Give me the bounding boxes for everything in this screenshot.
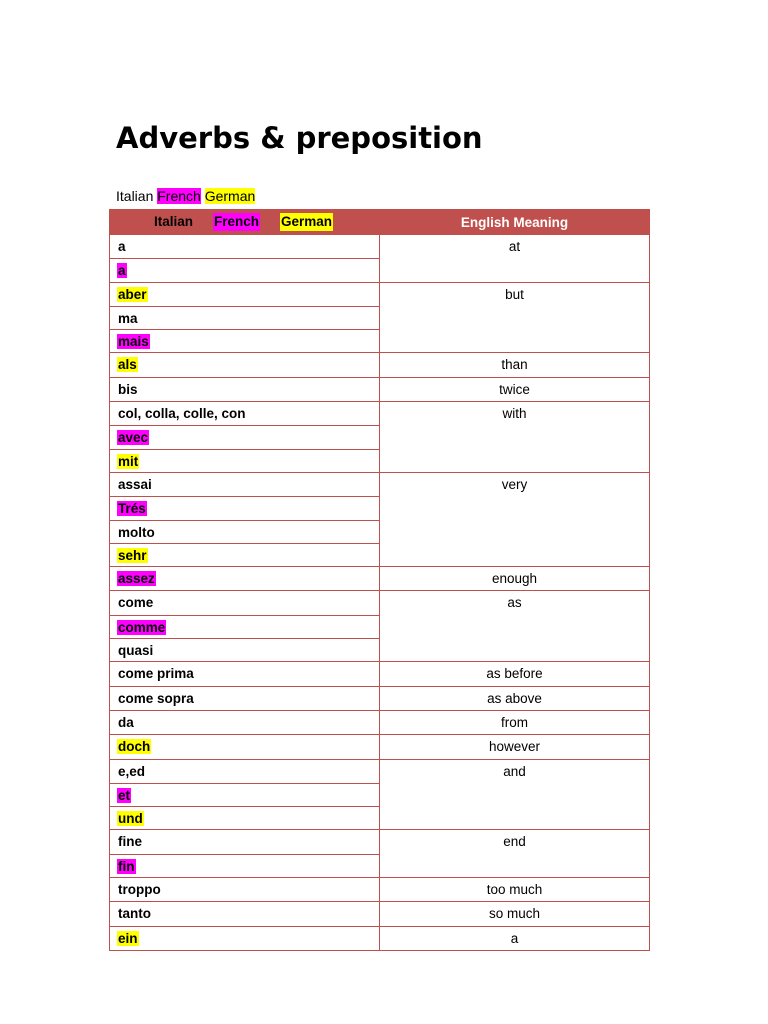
table-body [110,235,650,951]
term-line [110,306,380,329]
term-italian: come [118,595,154,611]
term-french: avec [118,430,149,446]
meaning-cell [380,282,650,353]
english-meaning: and [503,763,526,779]
term-line [110,235,380,258]
term-italian: come sopra [118,690,194,706]
term-line [110,378,380,401]
term-line [110,854,380,877]
header-english-meaning: English Meaning [380,210,650,235]
english-meaning: so much [488,906,541,922]
term-french: et [118,787,131,803]
terms-cell [110,759,380,830]
term-line [110,615,380,638]
english-meaning: as above [487,690,542,706]
meaning-cell [380,686,650,710]
term-italian: tanto [118,906,151,922]
term-french: fin [118,858,135,874]
term-line [110,283,380,306]
term-italian: troppo [118,882,161,898]
terms-cell [110,878,380,902]
terms-cell [110,567,380,591]
english-meaning: at [508,239,521,254]
meaning-cell [380,710,650,734]
terms-cell [110,662,380,686]
term-italian: e,ed [118,763,146,779]
terms-cell [110,710,380,734]
table-header-row [110,210,650,235]
meaning-cell [380,759,650,830]
term-line [110,711,380,734]
term-french: comme [118,619,166,635]
meaning-cell [380,377,650,401]
term-line [110,783,380,806]
terms-cell [110,902,380,926]
table-row [110,878,650,902]
terms-cell [110,735,380,759]
language-legend [116,186,255,206]
meaning-cell [380,878,650,902]
english-meaning: from [501,714,528,730]
header-french: French [214,214,260,229]
meaning-cell [380,830,650,878]
vocabulary-table [109,209,650,951]
term-line [110,902,380,925]
english-meaning: than [501,357,528,373]
header-italian: Italian [154,214,194,229]
term-line [110,496,380,519]
terms-cell [110,235,380,283]
term-line [110,687,380,710]
term-line [110,567,380,590]
meaning-cell [380,567,650,591]
header-german: German [281,214,333,229]
term-italian: assai [118,476,152,492]
table-row [110,710,650,734]
term-italian: col, colla, colle, con [118,406,246,422]
english-meaning: however [488,739,541,755]
legend-french: French [157,188,201,204]
meaning-cell [380,353,650,377]
term-french: assez [118,571,155,587]
english-meaning: as before [486,666,543,682]
term-line [110,425,380,448]
english-meaning: twice [499,381,530,397]
term-line [110,449,380,472]
terms-cell [110,591,380,662]
terms-cell [110,353,380,377]
term-line [110,927,380,950]
term-line [110,638,380,661]
table-row [110,830,650,878]
term-line [110,402,380,425]
term-line [110,662,380,685]
table-row [110,472,650,566]
table-row [110,662,650,686]
meaning-cell [380,662,650,686]
term-french: Trés [118,501,146,517]
term-german: ein [118,930,138,946]
english-meaning: as [507,595,522,611]
term-line [110,760,380,783]
term-line [110,543,380,566]
meaning-cell [380,926,650,950]
english-meaning: enough [491,571,538,587]
term-german: und [118,811,143,827]
table-row [110,686,650,710]
terms-cell [110,472,380,566]
table-row [110,926,650,950]
term-italian: da [118,714,134,730]
term-line [110,473,380,496]
terms-cell [110,282,380,353]
meaning-cell [380,235,650,283]
table-row [110,567,650,591]
terms-cell [110,402,380,473]
table-row [110,591,650,662]
term-line [110,735,380,758]
term-german: als [118,357,137,373]
term-french: a [118,263,126,279]
legend-german: German [204,188,256,204]
term-italian: ma [118,310,138,326]
meaning-cell [380,591,650,662]
table-row [110,402,650,473]
term-french: mais [118,334,149,350]
term-line [110,520,380,543]
term-line [110,329,380,352]
term-italian: fine [118,834,143,850]
term-german: mit [118,453,139,469]
english-meaning: very [501,476,528,492]
term-italian: bis [118,381,138,397]
table-row [110,235,650,283]
term-line [110,878,380,901]
legend-italian: Italian [116,188,154,204]
terms-cell [110,926,380,950]
term-line [110,806,380,829]
header-languages [110,210,380,235]
table-row [110,282,650,353]
meaning-cell [380,902,650,926]
table-row [110,902,650,926]
term-line [110,830,380,853]
table-row [110,353,650,377]
english-meaning: end [503,834,526,850]
meaning-cell [380,402,650,473]
english-meaning: too much [486,882,543,898]
term-line [110,591,380,614]
term-line [110,353,380,376]
english-meaning: with [502,406,527,422]
term-italian: quasi [118,643,154,659]
table-row [110,735,650,759]
term-italian: molto [118,524,155,540]
meaning-cell [380,735,650,759]
table-row [110,759,650,830]
term-line [110,258,380,281]
term-german: sehr [118,547,147,563]
table-row [110,377,650,401]
term-italian: a [118,239,126,254]
page-title: Adverbs & preposition [116,121,483,155]
meaning-cell [380,472,650,566]
terms-cell [110,830,380,878]
terms-cell [110,377,380,401]
english-meaning: but [505,286,524,302]
terms-cell [110,686,380,710]
term-german: doch [118,739,151,755]
english-meaning: a [510,930,519,946]
term-german: aber [118,286,147,302]
term-italian: come prima [118,666,194,682]
